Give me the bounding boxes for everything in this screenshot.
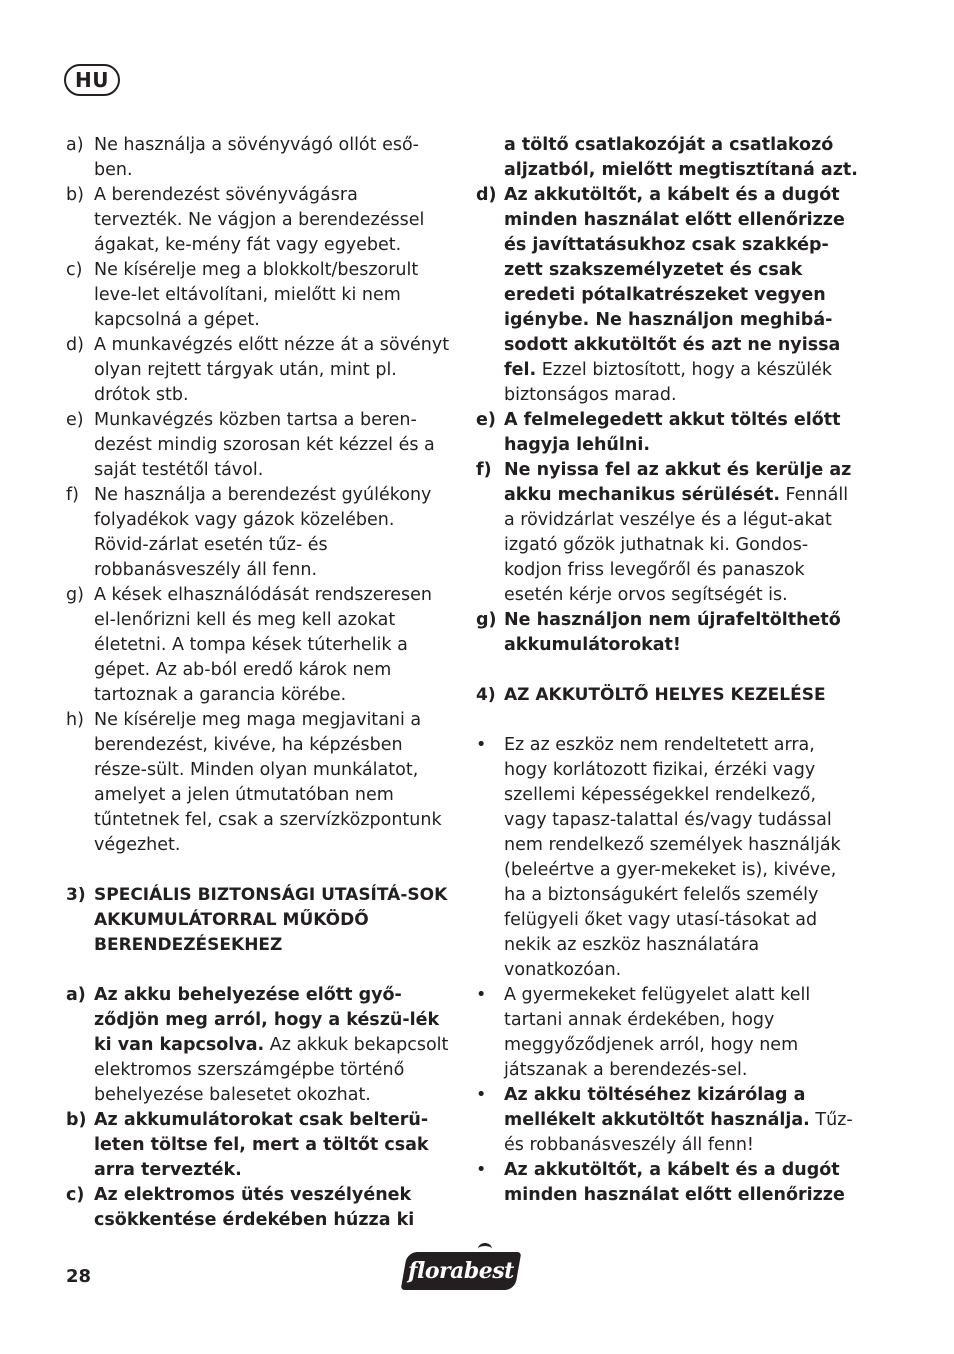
item-text: Ne használja a berendezést gyúlékony folyadékok vagy gázok közelében. Rövid-zárlat esetén tűz- és robbanásveszély áll fenn. bbox=[94, 485, 432, 580]
item-label: c) bbox=[66, 260, 83, 280]
section-number: 3) bbox=[66, 885, 86, 905]
item-label: a) bbox=[66, 135, 84, 155]
list-item bbox=[66, 708, 450, 858]
item-text bbox=[94, 1183, 450, 1233]
section-title: AZ AKKUTÖLTŐ HELYES KEZELÉSE bbox=[504, 685, 826, 705]
item-text: Ne használja a sövényvágó ollót eső-ben. bbox=[94, 135, 419, 180]
item-bold-text: Ne használjon nem újrafeltölthető akkumulátorokat! bbox=[504, 610, 841, 655]
language-badge: HU bbox=[64, 64, 120, 96]
logo-text: florabest bbox=[408, 1258, 514, 1284]
item-text bbox=[504, 458, 860, 608]
list-item bbox=[66, 1108, 450, 1183]
section-number: 4) bbox=[476, 685, 496, 705]
item-label: e) bbox=[476, 410, 496, 430]
list-item bbox=[476, 183, 860, 408]
item-label: b) bbox=[66, 185, 84, 205]
list-item bbox=[66, 1183, 450, 1233]
item-text: A munkavégzés előtt nézze át a sövényt olyan rejtett tárgyak után, mint pl. drótok stb. bbox=[94, 335, 450, 405]
left-column bbox=[66, 133, 450, 1233]
item-text bbox=[504, 983, 860, 1083]
bullet-item bbox=[476, 1083, 860, 1158]
list-item bbox=[66, 483, 450, 583]
bullet-icon: • bbox=[476, 1160, 487, 1180]
item-label: c) bbox=[66, 1185, 85, 1205]
list-item bbox=[476, 458, 860, 608]
list-item bbox=[66, 583, 450, 708]
bullet-item bbox=[476, 733, 860, 983]
page-number: 28 bbox=[66, 1266, 92, 1287]
item-text bbox=[94, 983, 450, 1108]
florabest-logo bbox=[401, 1252, 522, 1290]
item-text: A kések elhasználódását rendszeresen el-lenőrizni kell és meg kell azokat életetni. A tompa kések túterhelik a gépet. Az ab-ból eredő károk nem tartoznak a garancia körébe. bbox=[94, 585, 433, 705]
bullet-icon: • bbox=[476, 985, 487, 1005]
item-label: d) bbox=[476, 185, 497, 205]
item-normal-text: Az akkuk bekapcsolt elektromos szerszámgépbe történő behelyezése balesetet okozhat. bbox=[94, 1035, 449, 1105]
list-item bbox=[476, 608, 860, 658]
section-heading bbox=[476, 683, 860, 708]
battery-safety-list bbox=[66, 983, 450, 1233]
item-text: Ne kísérelje meg a blokkolt/beszorult leve-let eltávolítani, mielőtt ki nem kapcsolná a gépet. bbox=[94, 260, 419, 330]
item-bold-text: A felmelegedett akkut töltés előtt hagyja lehűlni. bbox=[504, 410, 841, 455]
item-bold-text: Ne nyissa fel az akkut és kerülje az akku mechanikus sérülését. bbox=[504, 460, 852, 505]
item-label: f) bbox=[476, 460, 492, 480]
list-item bbox=[66, 408, 450, 483]
item-bold-text: Az akku behelyezése előtt győ-ződjön meg arról, hogy a készü-lék ki van kapcsolva. bbox=[94, 985, 440, 1055]
item-text bbox=[94, 1108, 450, 1183]
section-heading bbox=[66, 883, 450, 958]
item-text bbox=[504, 183, 860, 408]
item-label: a) bbox=[66, 985, 86, 1005]
list-item-continuation bbox=[476, 133, 860, 183]
bullet-item bbox=[476, 983, 860, 1083]
item-label: h) bbox=[66, 710, 84, 730]
item-bold-text: Az elektromos ütés veszélyének csökkentése érdekében húzza ki bbox=[94, 1185, 415, 1230]
right-column bbox=[476, 133, 860, 1208]
item-label: g) bbox=[66, 585, 84, 605]
list-item bbox=[66, 133, 450, 183]
section-title: SPECIÁLIS BIZTONSÁGI UTASÍTÁ-SOK AKKUMULÁTORRAL MŰKÖDŐ BERENDEZÉSEKHEZ bbox=[94, 885, 448, 955]
item-text bbox=[504, 1158, 860, 1208]
item-bold-text: Az akku töltéséhez kizárólag a mellékelt akkutöltőt használja. bbox=[504, 1085, 810, 1130]
list-item bbox=[66, 258, 450, 333]
item-label: g) bbox=[476, 610, 497, 630]
item-text: A berendezést sövényvágásra tervezték. Ne vágjon a berendezéssel ágakat, ke-mény fát vagy egyebet. bbox=[94, 185, 425, 255]
item-bold-text: Az akkutöltőt, a kábelt és a dugót minden használat előtt ellenőrizze és javíttatásukhoz csak szakkép-zett szakszemélyzetet és csak eredeti pótalkatrészeket vegyen igénybe. Ne használjon meghibá-sodott akkutöltőt és azt ne nyissa fel. bbox=[504, 185, 845, 380]
charger-bullet-list bbox=[476, 733, 860, 1208]
item-text: Ne kísérelje meg maga megjavitani a berendezést, kivéve, ha képzésben része-sült. Minden olyan munkálatot, amelyet a jelen útmutatóban nem tűntetnek fel, csak a szervízközpontunk végezhet. bbox=[94, 710, 442, 855]
list-item bbox=[476, 408, 860, 458]
item-normal-text: Tűz- és robbanásveszély áll fenn! bbox=[504, 1110, 853, 1155]
item-normal-text: Ez az eszköz nem rendeltetett arra, hogy korlátozott fizikai, érzéki vagy szellemi képességekkel rendelkező, vagy tapasz-talattal és/vagy tudással nem rendelkező személyek használják (beleértve a gyer-mekeket is), kivéve, ha a biztonságukért felelős személy felügyeli őket vagy utasí-tásokat ad nekik az eszköz használatára vonatkozóan. bbox=[504, 735, 841, 980]
item-label: b) bbox=[66, 1110, 87, 1130]
item-label: f) bbox=[66, 485, 79, 505]
item-text bbox=[504, 408, 860, 458]
bullet-item bbox=[476, 1158, 860, 1208]
list-item bbox=[66, 183, 450, 258]
item-normal-text: Ezzel biztosított, hogy a készülék biztonságos marad. bbox=[504, 360, 832, 405]
bullet-icon: • bbox=[476, 735, 487, 755]
list-item bbox=[66, 983, 450, 1108]
item-label: d) bbox=[66, 335, 84, 355]
item-normal-text: Fennáll a rövidzárlat veszélye és a légut-akat izgató gőzök juthatnak ki. Gondos-kodjon friss levegőről és panaszok esetén kérje orvos segítségét is. bbox=[504, 485, 849, 605]
item-bold-text: Az akkumulátorokat csak belterü-leten töltse fel, mert a töltőt csak arra tervezték. bbox=[94, 1110, 429, 1180]
bullet-icon: • bbox=[476, 1085, 487, 1105]
item-label: e) bbox=[66, 410, 84, 430]
item-text bbox=[504, 1083, 860, 1158]
safety-list bbox=[66, 133, 450, 858]
item-text bbox=[504, 733, 860, 983]
item-bold-text: a töltő csatlakozóját a csatlakozó aljzatból, mielőtt megtisztítaná azt. bbox=[504, 135, 858, 180]
list-item bbox=[66, 333, 450, 408]
item-bold-text: Az akkutöltőt, a kábelt és a dugót minden használat előtt ellenőrizze bbox=[504, 1160, 845, 1205]
item-normal-text: A gyermekeket felügyelet alatt kell tartani annak érdekében, hogy meggyőződjenek arról, hogy nem játszanak a berendezés-sel. bbox=[504, 985, 811, 1080]
item-text: Munkavégzés közben tartsa a beren-dezést mindig szorosan két kézzel és a saját testétől távol. bbox=[94, 410, 435, 480]
item-text bbox=[504, 608, 860, 658]
